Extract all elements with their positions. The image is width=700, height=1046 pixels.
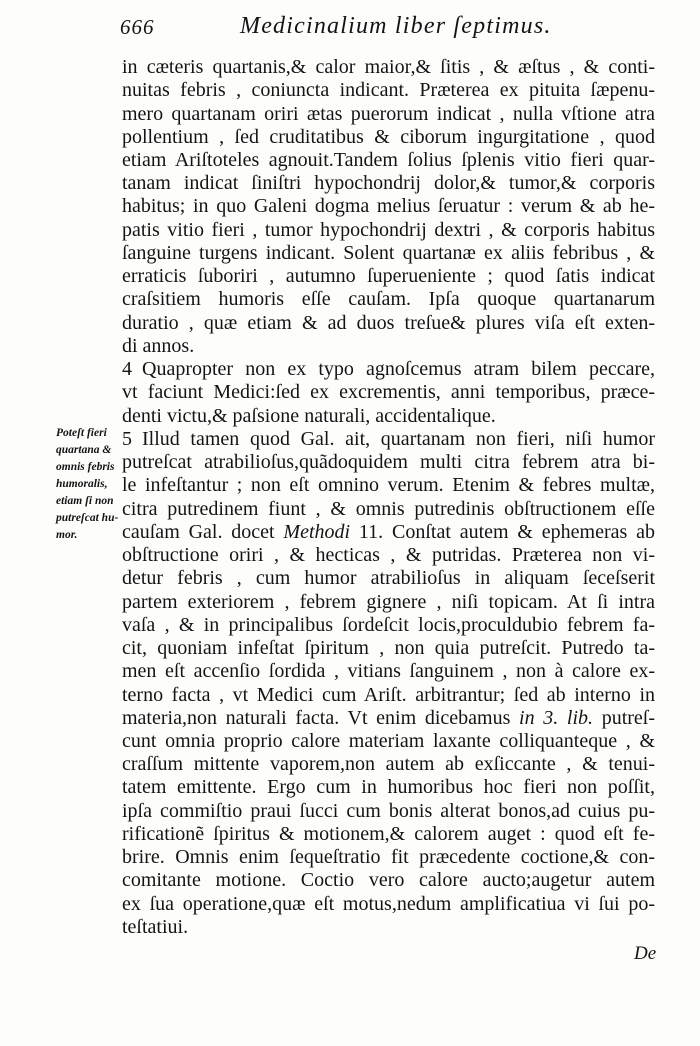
line-text: materia,non naturali facta. Vt enim dicebamus [122,706,520,729]
text-line [122,358,655,381]
text-line: patis vitio fieri , tumor hypochondrij dextri , & corporis habitus [122,218,655,241]
margin-note-line: putreſcat hu- [56,512,119,524]
text-line: duratio , quæ etiam & ad duos treſue& plures viſa eſt exten- [122,311,655,334]
catchword: De [634,943,657,964]
text-line: di annos. [122,334,195,357]
text-line: cit, quoniam infeſtat ſpiritum , non quia putreſcit. Putredo ta- [122,637,655,659]
line-text: putreſ- [593,706,655,729]
text-line: tanam indicat ſiniſtri hypochondrij dolor,& tumor,& corporis [122,172,655,195]
text-line: teſtatiui. [122,915,189,938]
text-line: le infeſtantur ; non eſt omnino verum. Etenim & febres multæ, [122,474,655,497]
text-line: craſſum mittente vaporem,non autem ab exſiccante , & tenui- [122,753,655,776]
margin-note-line: etiam ſi non [56,495,114,507]
margin-note-line: omnis febris [56,461,115,473]
paragraph-number: 5 [122,427,132,450]
line-text: Quapropter non ex typo agnoſcemus atram bilem peccare, [142,358,655,381]
text-line: citra putredinem fiunt , & omnis putredinis obſtructionem eſſe [122,497,655,520]
text-line: pollentium , ſed cruditatibus & ciborum ingurgitatione , quod [122,125,655,148]
line-text: cauſam Gal. docet [122,520,284,543]
paragraph-number: 4 [122,358,132,381]
text-line: rificationẽ ſpiritus & motionem,& calorem auget : quod eſt fe- [122,822,655,845]
margin-note-line: Poteſt fieri [56,427,107,439]
text-line: men eſt accenſio ſordida , vitians ſanguinem , non à calore ex- [122,660,655,683]
text-line: craſsitiem humoris eſſe cauſam. Ipſa quoque quartanarum [122,288,655,311]
text-line: nuitas febris , coniuncta indicant. Præterea ex pituita ſæpenu- [122,79,655,102]
text-line: vt faciunt Medici:ſed ex excrementis, anni temporibus, præce- [122,381,655,404]
text-line: habitus; in quo Galeni dogma melius ſeruatur : verum & ab he- [122,195,655,218]
text-line: erraticis ſuboriri , autumno ſuperueniente ; quod ſatis indicat [122,265,655,288]
text-line: putreſcat atrabilioſus,quãdoquidem multi citra febrem atra bi- [122,451,655,474]
text-line: brire. Omnis enim ſequeſtratio fit præcedente coctione,& con- [122,846,655,869]
text-line: in cæteris quartanis,& calor maior,& ſitis , & æſtus , & conti- [122,56,655,78]
margin-note-line: quartana & [56,444,112,456]
italic-reference: Methodi [283,520,351,543]
text-line: ſanguine turgens indicant. Solent quartanæ ex aliis febribus , & [122,241,655,264]
text-line: terno facta , vt Medici cum Ariſt. arbitrantur; ſed ab interno in [122,683,655,706]
text-line [122,521,655,544]
page-number: 666 [120,15,155,39]
text-line [122,428,655,451]
running-title: Medicinalium liber ſeptimus. [240,13,552,39]
text-line: mero quartanam oriri ætas puerorum indicat , nulla vſtione atra [122,102,655,125]
margin-note-line: humoralis, [56,478,108,490]
text-line: tatem emittente. Ergo cum in humoribus hoc fieri non poſſit, [122,776,655,799]
text-line: partem exteriorem , febrem gignere , niſi topicam. At ſi intra [122,590,655,613]
text-line: comitante motione. Coctio vero calore aucto;augetur autem [122,869,655,892]
line-text: Illud tamen quod Gal. ait, quartanam non fieri, niſi humor [142,427,655,450]
text-line: detur febris , cum humor atrabilioſus in aliquam ſeceſserit [122,567,655,590]
line-text: 11. Conſtat autem & ephemeras ab [350,520,655,543]
margin-note-line: mor. [56,529,78,541]
text-line: obſtructione oriri , & hecticas , & putridas. Præterea non vi- [122,544,655,566]
text-line: denti victu,& paſsione naturali, accidentalique. [122,404,496,427]
text-line: vaſa , & in principalibus ſordeſcit locis,proculdubio febrem fa- [122,613,655,636]
text-line: ipſa commiſtio praui ſucci cum bonis alterat bonos,ad cuius pu- [122,799,655,822]
text-line [122,707,655,730]
text-line: etiam Ariſtoteles agnouit.Tandem ſolius ſplenis vitio fieri quar- [122,149,655,171]
italic-reference: in 3. lib. [519,706,594,729]
text-line: cunt omnia proprio calore materiam laxante colliquanteque , & [122,730,655,752]
text-line: ex ſua operatione,quæ eſt motus,nedum amplificatiua vi ſui po- [122,892,655,915]
